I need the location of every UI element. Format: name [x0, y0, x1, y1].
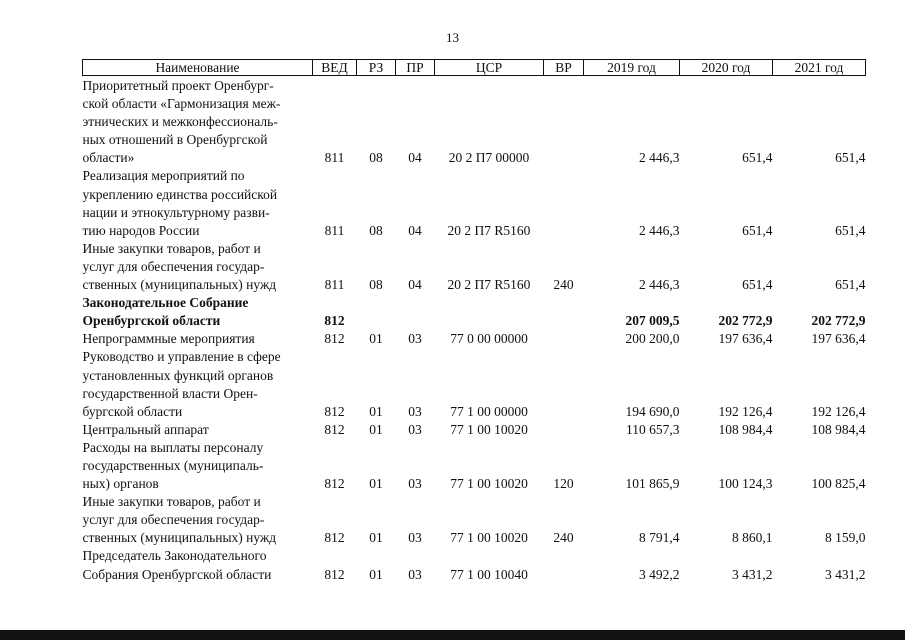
cell-rz: 01 — [369, 476, 383, 492]
cell-2019: 207 009,5 — [625, 313, 680, 329]
cell-vr — [544, 76, 584, 168]
cell-name — [83, 240, 313, 294]
name-line: Законодательное Собрание — [82, 295, 249, 311]
cell-vr: 120 — [553, 476, 574, 492]
cell-csr — [435, 294, 544, 330]
header-2020: 2020 год — [680, 60, 773, 76]
cell-2021: 3 431,2 — [825, 566, 866, 582]
table-row — [83, 294, 866, 330]
name-line: услуг для обеспечения государ- — [82, 512, 265, 528]
name-line: Центральный аппарат — [82, 421, 209, 437]
cell-2019: 2 446,3 — [639, 222, 680, 238]
cell-vr — [544, 167, 584, 239]
name-line: государственных (муниципаль- — [82, 457, 264, 473]
name-line: бургской области — [82, 403, 183, 419]
cell-2021: 651,4 — [835, 222, 866, 238]
header-name: Наименование — [83, 60, 313, 76]
cell-2019: 110 657,3 — [626, 421, 680, 437]
cell-rz: 08 — [369, 222, 383, 238]
table-row — [83, 167, 866, 239]
name-line: нации и этнокультурному разви- — [82, 204, 270, 220]
name-line: этнических и межконфессиональ- — [82, 114, 278, 130]
name-line: ственных (муниципальных) нужд — [82, 530, 277, 546]
name-line: ных) органов — [82, 476, 159, 492]
cell-vr — [544, 330, 584, 348]
cell-pr: 03 — [408, 476, 422, 492]
name-line: тию народов России — [82, 222, 200, 238]
cell-vr: 240 — [553, 277, 574, 293]
cell-2020: 651,4 — [742, 277, 773, 293]
cell-ved: 812 — [324, 476, 345, 492]
cell-name — [83, 167, 313, 239]
cell-pr: 03 — [408, 421, 422, 437]
table-row — [83, 421, 866, 439]
cell-ved: 812 — [324, 566, 345, 582]
table-header — [83, 60, 866, 76]
table-body — [83, 76, 866, 584]
cell-name — [83, 493, 313, 547]
cell-2020: 651,4 — [742, 150, 773, 166]
header-csr: ЦСР — [435, 60, 544, 76]
cell-name — [83, 294, 313, 330]
cell-2020: 8 860,1 — [732, 530, 773, 546]
cell-2019: 101 865,9 — [625, 476, 680, 492]
cell-2019: 2 446,3 — [639, 150, 680, 166]
cell-2020: 651,4 — [742, 222, 773, 238]
name-line: Иные закупки товаров, работ и — [82, 494, 261, 510]
header-2021: 2021 год — [773, 60, 866, 76]
cell-pr: 04 — [408, 150, 422, 166]
cell-csr: 77 0 00 00000 — [450, 331, 528, 347]
cell-rz: 01 — [369, 566, 383, 582]
cell-pr: 03 — [408, 331, 422, 347]
table-row — [83, 240, 866, 294]
cell-2021: 100 825,4 — [811, 476, 866, 492]
name-line: Иные закупки товаров, работ и — [82, 240, 261, 256]
cell-ved: 811 — [324, 277, 345, 293]
cell-pr: 03 — [408, 566, 422, 582]
cell-2020: 192 126,4 — [718, 403, 773, 419]
cell-rz: 01 — [369, 421, 383, 437]
cell-pr: 04 — [408, 222, 422, 238]
cell-name — [83, 330, 313, 348]
cell-name — [83, 76, 313, 168]
table-row — [83, 76, 866, 168]
cell-ved: 812 — [324, 421, 345, 437]
cell-2019: 200 200,0 — [625, 331, 680, 347]
name-line: установленных функций органов — [82, 367, 274, 383]
cell-2021: 8 159,0 — [825, 530, 866, 546]
name-line: области» — [82, 150, 135, 166]
cell-csr: 77 1 00 00000 — [450, 403, 528, 419]
cell-name — [83, 421, 313, 439]
table-row — [83, 348, 866, 420]
name-line: Собрания Оренбургской области — [82, 566, 272, 582]
header-rz: РЗ — [357, 60, 396, 76]
cell-rz: 01 — [369, 403, 383, 419]
cell-name — [83, 547, 313, 583]
cell-name — [83, 348, 313, 420]
cell-vr — [544, 294, 584, 330]
cell-rz: 08 — [369, 150, 383, 166]
table-row — [83, 547, 866, 583]
cell-2019: 3 492,2 — [639, 566, 680, 582]
cell-2021: 651,4 — [835, 277, 866, 293]
header-vr: ВР — [544, 60, 584, 76]
cell-csr: 77 1 00 10040 — [450, 566, 528, 582]
cell-vr — [544, 421, 584, 439]
header-ved: ВЕД — [313, 60, 357, 76]
cell-pr: 04 — [408, 277, 422, 293]
cell-ved: 812 — [324, 313, 345, 329]
cell-2020: 197 636,4 — [718, 331, 773, 347]
name-line: ных отношений в Оренбургской — [82, 132, 268, 148]
page-number: 13 — [446, 30, 459, 45]
name-line: услуг для обеспечения государ- — [82, 258, 265, 274]
cell-2021: 192 126,4 — [811, 403, 866, 419]
cell-ved: 812 — [324, 331, 345, 347]
cell-rz: 08 — [369, 277, 383, 293]
cell-ved: 812 — [324, 530, 345, 546]
cell-2021: 108 984,4 — [811, 421, 866, 437]
name-line: государственной власти Орен- — [82, 385, 258, 401]
cell-name — [83, 439, 313, 493]
table-row — [83, 439, 866, 493]
name-line: Непрограммные мероприятия — [82, 331, 255, 347]
cell-2019: 194 690,0 — [625, 403, 680, 419]
cell-vr — [544, 547, 584, 583]
cell-ved: 811 — [324, 222, 345, 238]
cell-2020: 202 772,9 — [718, 313, 773, 329]
cell-vr — [544, 348, 584, 420]
header-2019: 2019 год — [584, 60, 680, 76]
cell-2021: 197 636,4 — [811, 331, 866, 347]
cell-ved: 811 — [324, 150, 345, 166]
name-line: ственных (муниципальных) нужд — [82, 277, 277, 293]
cell-2019: 8 791,4 — [639, 530, 680, 546]
table-row — [83, 493, 866, 547]
name-line: Оренбургской области — [82, 313, 221, 329]
cell-pr: 03 — [408, 530, 422, 546]
cell-rz — [357, 294, 396, 330]
cell-2020: 108 984,4 — [718, 421, 773, 437]
cell-pr — [396, 294, 435, 330]
cell-csr: 77 1 00 10020 — [450, 476, 528, 492]
cell-csr: 20 2 П7 R5160 — [447, 277, 531, 293]
cell-pr: 03 — [408, 403, 422, 419]
name-line: укреплению единства российской — [82, 186, 278, 202]
name-line: Реализация мероприятий по — [82, 168, 245, 184]
cell-rz: 01 — [369, 530, 383, 546]
cell-rz: 01 — [369, 331, 383, 347]
cell-2020: 3 431,2 — [732, 566, 773, 582]
cell-2021: 202 772,9 — [811, 313, 866, 329]
header-pr: ПР — [396, 60, 435, 76]
budget-table — [82, 59, 866, 584]
cell-2021: 651,4 — [835, 150, 866, 166]
cell-csr: 20 2 П7 00000 — [448, 150, 530, 166]
table-row — [83, 330, 866, 348]
cell-2020: 100 124,3 — [718, 476, 773, 492]
cell-csr: 77 1 00 10020 — [450, 530, 528, 546]
name-line: ской области «Гармонизация меж- — [82, 96, 281, 112]
name-line: Руководство и управление в сфере — [82, 349, 281, 365]
scan-bottom-border — [0, 630, 905, 640]
name-line: Приоритетный проект Оренбург- — [82, 78, 274, 93]
cell-csr: 20 2 П7 R5160 — [447, 222, 531, 238]
cell-ved: 812 — [324, 403, 345, 419]
name-line: Председатель Законодательного — [82, 548, 267, 564]
name-line: Расходы на выплаты персоналу — [82, 439, 264, 455]
cell-2019: 2 446,3 — [639, 277, 680, 293]
cell-csr: 77 1 00 10020 — [450, 421, 528, 437]
cell-vr: 240 — [553, 530, 574, 546]
